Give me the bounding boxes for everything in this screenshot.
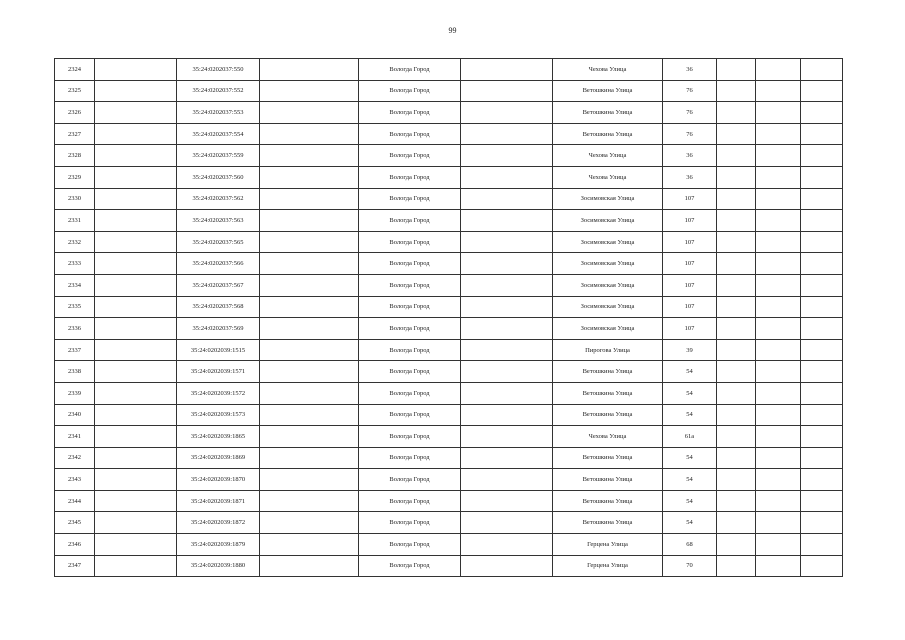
empty-cell <box>756 274 801 296</box>
house-number-cell: 107 <box>663 318 717 340</box>
empty-cell <box>717 534 756 556</box>
street-cell: Ветошкина Улица <box>553 123 663 145</box>
city-cell: Вологда Город <box>359 339 461 361</box>
empty-cell <box>260 404 359 426</box>
cadastral-number-cell: 35:24:0202039:1870 <box>177 469 260 491</box>
street-cell: Ветошкина Улица <box>553 382 663 404</box>
cadastral-number-cell: 35:24:0202037:569 <box>177 318 260 340</box>
empty-cell <box>756 361 801 383</box>
empty-cell <box>801 145 843 167</box>
cadastral-number-cell: 35:24:0202039:1515 <box>177 339 260 361</box>
table-row <box>55 361 843 383</box>
empty-cell <box>260 318 359 340</box>
street-cell: Ветошкина Улица <box>553 80 663 102</box>
empty-cell <box>95 361 177 383</box>
house-number-cell: 107 <box>663 253 717 275</box>
house-number-cell: 39 <box>663 339 717 361</box>
empty-cell <box>756 296 801 318</box>
cadastral-number-cell: 35:24:0202037:565 <box>177 231 260 253</box>
empty-cell <box>95 188 177 210</box>
row-number-cell: 2330 <box>55 188 95 210</box>
empty-cell <box>801 231 843 253</box>
empty-cell <box>801 59 843 81</box>
city-cell: Вологда Город <box>359 490 461 512</box>
empty-cell <box>260 361 359 383</box>
empty-cell <box>260 231 359 253</box>
empty-cell <box>461 166 553 188</box>
row-number-cell: 2325 <box>55 80 95 102</box>
empty-cell <box>801 274 843 296</box>
empty-cell <box>717 512 756 534</box>
empty-cell <box>756 404 801 426</box>
cadastral-number-cell: 35:24:0202037:550 <box>177 59 260 81</box>
empty-cell <box>717 166 756 188</box>
empty-cell <box>260 80 359 102</box>
empty-cell <box>717 339 756 361</box>
empty-cell <box>260 534 359 556</box>
row-number-cell: 2328 <box>55 145 95 167</box>
empty-cell <box>717 469 756 491</box>
house-number-cell: 76 <box>663 123 717 145</box>
empty-cell <box>801 296 843 318</box>
row-number-cell: 2331 <box>55 210 95 232</box>
table-row <box>55 318 843 340</box>
city-cell: Вологда Город <box>359 534 461 556</box>
street-cell: Ветошкина Улица <box>553 361 663 383</box>
empty-cell <box>756 318 801 340</box>
empty-cell <box>461 253 553 275</box>
empty-cell <box>95 123 177 145</box>
empty-cell <box>260 210 359 232</box>
empty-cell <box>260 296 359 318</box>
city-cell: Вологда Город <box>359 447 461 469</box>
city-cell: Вологда Город <box>359 274 461 296</box>
empty-cell <box>801 404 843 426</box>
empty-cell <box>461 145 553 167</box>
table-row <box>55 555 843 577</box>
cadastral-number-cell: 35:24:0202037:567 <box>177 274 260 296</box>
empty-cell <box>717 145 756 167</box>
row-number-cell: 2337 <box>55 339 95 361</box>
row-number-cell: 2342 <box>55 447 95 469</box>
table-row <box>55 188 843 210</box>
empty-cell <box>260 59 359 81</box>
table-row <box>55 253 843 275</box>
empty-cell <box>461 274 553 296</box>
empty-cell <box>95 166 177 188</box>
empty-cell <box>756 188 801 210</box>
empty-cell <box>461 534 553 556</box>
empty-cell <box>95 490 177 512</box>
empty-cell <box>756 145 801 167</box>
house-number-cell: 107 <box>663 231 717 253</box>
empty-cell <box>801 253 843 275</box>
cadastral-number-cell: 35:24:0202037:563 <box>177 210 260 232</box>
house-number-cell: 54 <box>663 382 717 404</box>
street-cell: Ветошкина Улица <box>553 490 663 512</box>
table-row <box>55 447 843 469</box>
cadastral-number-cell: 35:24:0202039:1572 <box>177 382 260 404</box>
empty-cell <box>260 166 359 188</box>
table-row <box>55 210 843 232</box>
empty-cell <box>260 339 359 361</box>
row-number-cell: 2324 <box>55 59 95 81</box>
row-number-cell: 2345 <box>55 512 95 534</box>
empty-cell <box>756 339 801 361</box>
empty-cell <box>260 426 359 448</box>
street-cell: Зосимовская Улица <box>553 188 663 210</box>
cadastral-number-cell: 35:24:0202039:1571 <box>177 361 260 383</box>
empty-cell <box>756 512 801 534</box>
empty-cell <box>801 80 843 102</box>
street-cell: Зосимовская Улица <box>553 231 663 253</box>
cadastral-number-cell: 35:24:0202039:1880 <box>177 555 260 577</box>
empty-cell <box>801 123 843 145</box>
city-cell: Вологда Город <box>359 231 461 253</box>
empty-cell <box>717 123 756 145</box>
empty-cell <box>801 447 843 469</box>
house-number-cell: 70 <box>663 555 717 577</box>
city-cell: Вологда Город <box>359 361 461 383</box>
row-number-cell: 2333 <box>55 253 95 275</box>
empty-cell <box>260 447 359 469</box>
empty-cell <box>260 188 359 210</box>
city-cell: Вологда Город <box>359 59 461 81</box>
row-number-cell: 2340 <box>55 404 95 426</box>
row-number-cell: 2327 <box>55 123 95 145</box>
empty-cell <box>95 447 177 469</box>
table-row <box>55 404 843 426</box>
empty-cell <box>756 490 801 512</box>
house-number-cell: 107 <box>663 296 717 318</box>
page-number: 99 <box>448 26 457 35</box>
city-cell: Вологда Город <box>359 102 461 124</box>
empty-cell <box>756 102 801 124</box>
empty-cell <box>95 512 177 534</box>
house-number-cell: 61а <box>663 426 717 448</box>
empty-cell <box>260 145 359 167</box>
empty-cell <box>801 490 843 512</box>
empty-cell <box>461 447 553 469</box>
cadastral-number-cell: 35:24:0202039:1872 <box>177 512 260 534</box>
street-cell: Чехова Улица <box>553 145 663 167</box>
empty-cell <box>95 145 177 167</box>
empty-cell <box>461 296 553 318</box>
house-number-cell: 36 <box>663 166 717 188</box>
empty-cell <box>260 382 359 404</box>
house-number-cell: 68 <box>663 534 717 556</box>
empty-cell <box>756 447 801 469</box>
street-cell: Чехова Улица <box>553 59 663 81</box>
street-cell: Зосимовская Улица <box>553 274 663 296</box>
city-cell: Вологда Город <box>359 296 461 318</box>
empty-cell <box>756 166 801 188</box>
empty-cell <box>461 59 553 81</box>
street-cell: Зосимовская Улица <box>553 253 663 275</box>
empty-cell <box>756 555 801 577</box>
house-number-cell: 54 <box>663 512 717 534</box>
empty-cell <box>801 102 843 124</box>
empty-cell <box>756 123 801 145</box>
cadastral-number-cell: 35:24:0202039:1879 <box>177 534 260 556</box>
table-row <box>55 80 843 102</box>
empty-cell <box>756 253 801 275</box>
street-cell: Чехова Улица <box>553 166 663 188</box>
house-number-cell: 54 <box>663 490 717 512</box>
empty-cell <box>461 404 553 426</box>
city-cell: Вологда Город <box>359 210 461 232</box>
street-cell: Ветошкина Улица <box>553 404 663 426</box>
cadastral-number-cell: 35:24:0202039:1573 <box>177 404 260 426</box>
house-number-cell: 107 <box>663 188 717 210</box>
cadastral-number-cell: 35:24:0202037:553 <box>177 102 260 124</box>
empty-cell <box>717 361 756 383</box>
house-number-cell: 107 <box>663 210 717 232</box>
empty-cell <box>756 210 801 232</box>
street-cell: Пирогова Улица <box>553 339 663 361</box>
cadastral-number-cell: 35:24:0202037:552 <box>177 80 260 102</box>
empty-cell <box>717 253 756 275</box>
empty-cell <box>260 102 359 124</box>
empty-cell <box>756 469 801 491</box>
empty-cell <box>260 274 359 296</box>
row-number-cell: 2338 <box>55 361 95 383</box>
street-cell: Ветошкина Улица <box>553 512 663 534</box>
empty-cell <box>801 469 843 491</box>
city-cell: Вологда Город <box>359 404 461 426</box>
empty-cell <box>95 59 177 81</box>
house-number-cell: 76 <box>663 102 717 124</box>
city-cell: Вологда Город <box>359 469 461 491</box>
street-cell: Зосимовская Улица <box>553 210 663 232</box>
table-row <box>55 512 843 534</box>
empty-cell <box>717 102 756 124</box>
empty-cell <box>95 296 177 318</box>
street-cell: Ветошкина Улица <box>553 447 663 469</box>
empty-cell <box>95 534 177 556</box>
street-cell: Герцена Улица <box>553 534 663 556</box>
empty-cell <box>717 231 756 253</box>
empty-cell <box>461 318 553 340</box>
cadastral-number-cell: 35:24:0202039:1871 <box>177 490 260 512</box>
city-cell: Вологда Город <box>359 123 461 145</box>
empty-cell <box>717 490 756 512</box>
registry-table <box>54 58 843 577</box>
row-number-cell: 2334 <box>55 274 95 296</box>
street-cell: Зосимовская Улица <box>553 318 663 340</box>
table-row <box>55 469 843 491</box>
empty-cell <box>95 231 177 253</box>
empty-cell <box>717 296 756 318</box>
empty-cell <box>717 447 756 469</box>
empty-cell <box>756 382 801 404</box>
city-cell: Вологда Город <box>359 145 461 167</box>
table-row <box>55 339 843 361</box>
row-number-cell: 2344 <box>55 490 95 512</box>
street-cell: Чехова Улица <box>553 426 663 448</box>
empty-cell <box>461 382 553 404</box>
empty-cell <box>260 490 359 512</box>
empty-cell <box>260 555 359 577</box>
empty-cell <box>801 318 843 340</box>
table-row <box>55 145 843 167</box>
empty-cell <box>756 80 801 102</box>
table-row <box>55 166 843 188</box>
table-row <box>55 296 843 318</box>
empty-cell <box>717 274 756 296</box>
empty-cell <box>95 339 177 361</box>
table-row <box>55 490 843 512</box>
empty-cell <box>95 404 177 426</box>
table-row <box>55 382 843 404</box>
empty-cell <box>260 123 359 145</box>
empty-cell <box>461 512 553 534</box>
empty-cell <box>461 490 553 512</box>
empty-cell <box>756 534 801 556</box>
empty-cell <box>756 231 801 253</box>
street-cell: Ветошкина Улица <box>553 469 663 491</box>
city-cell: Вологда Город <box>359 80 461 102</box>
empty-cell <box>801 382 843 404</box>
cadastral-number-cell: 35:24:0202037:559 <box>177 145 260 167</box>
table-row <box>55 534 843 556</box>
empty-cell <box>717 404 756 426</box>
empty-cell <box>461 188 553 210</box>
table-row <box>55 231 843 253</box>
row-number-cell: 2341 <box>55 426 95 448</box>
house-number-cell: 54 <box>663 404 717 426</box>
empty-cell <box>717 555 756 577</box>
cadastral-number-cell: 35:24:0202037:568 <box>177 296 260 318</box>
cadastral-number-cell: 35:24:0202039:1865 <box>177 426 260 448</box>
table-row <box>55 59 843 81</box>
row-number-cell: 2347 <box>55 555 95 577</box>
street-cell: Ветошкина Улица <box>553 102 663 124</box>
house-number-cell: 107 <box>663 274 717 296</box>
empty-cell <box>801 210 843 232</box>
street-cell: Зосимовская Улица <box>553 296 663 318</box>
city-cell: Вологда Город <box>359 512 461 534</box>
cadastral-number-cell: 35:24:0202037:562 <box>177 188 260 210</box>
city-cell: Вологда Город <box>359 382 461 404</box>
empty-cell <box>260 512 359 534</box>
cadastral-number-cell: 35:24:0202037:566 <box>177 253 260 275</box>
house-number-cell: 54 <box>663 469 717 491</box>
empty-cell <box>801 426 843 448</box>
empty-cell <box>95 469 177 491</box>
empty-cell <box>461 80 553 102</box>
empty-cell <box>801 534 843 556</box>
empty-cell <box>461 102 553 124</box>
table-row <box>55 426 843 448</box>
row-number-cell: 2326 <box>55 102 95 124</box>
table-row <box>55 123 843 145</box>
empty-cell <box>717 59 756 81</box>
row-number-cell: 2336 <box>55 318 95 340</box>
empty-cell <box>801 339 843 361</box>
table-row <box>55 274 843 296</box>
empty-cell <box>95 253 177 275</box>
house-number-cell: 36 <box>663 145 717 167</box>
empty-cell <box>95 555 177 577</box>
city-cell: Вологда Город <box>359 253 461 275</box>
empty-cell <box>717 80 756 102</box>
empty-cell <box>95 426 177 448</box>
empty-cell <box>95 102 177 124</box>
row-number-cell: 2329 <box>55 166 95 188</box>
cadastral-number-cell: 35:24:0202037:560 <box>177 166 260 188</box>
empty-cell <box>95 274 177 296</box>
city-cell: Вологда Город <box>359 188 461 210</box>
cadastral-number-cell: 35:24:0202037:554 <box>177 123 260 145</box>
row-number-cell: 2332 <box>55 231 95 253</box>
empty-cell <box>461 123 553 145</box>
empty-cell <box>461 210 553 232</box>
cadastral-number-cell: 35:24:0202039:1869 <box>177 447 260 469</box>
empty-cell <box>260 469 359 491</box>
empty-cell <box>801 555 843 577</box>
empty-cell <box>461 339 553 361</box>
empty-cell <box>717 382 756 404</box>
row-number-cell: 2343 <box>55 469 95 491</box>
empty-cell <box>95 318 177 340</box>
city-cell: Вологда Город <box>359 555 461 577</box>
empty-cell <box>801 361 843 383</box>
empty-cell <box>461 469 553 491</box>
empty-cell <box>717 210 756 232</box>
empty-cell <box>717 318 756 340</box>
empty-cell <box>95 382 177 404</box>
empty-cell <box>717 426 756 448</box>
empty-cell <box>801 188 843 210</box>
city-cell: Вологда Город <box>359 318 461 340</box>
empty-cell <box>717 188 756 210</box>
empty-cell <box>461 426 553 448</box>
empty-cell <box>756 426 801 448</box>
empty-cell <box>756 59 801 81</box>
row-number-cell: 2339 <box>55 382 95 404</box>
empty-cell <box>801 166 843 188</box>
empty-cell <box>95 80 177 102</box>
house-number-cell: 54 <box>663 447 717 469</box>
empty-cell <box>260 253 359 275</box>
table-row <box>55 102 843 124</box>
city-cell: Вологда Город <box>359 426 461 448</box>
empty-cell <box>461 361 553 383</box>
house-number-cell: 54 <box>663 361 717 383</box>
empty-cell <box>461 555 553 577</box>
row-number-cell: 2335 <box>55 296 95 318</box>
street-cell: Герцена Улица <box>553 555 663 577</box>
empty-cell <box>461 231 553 253</box>
house-number-cell: 76 <box>663 80 717 102</box>
house-number-cell: 36 <box>663 59 717 81</box>
city-cell: Вологда Город <box>359 166 461 188</box>
empty-cell <box>95 210 177 232</box>
empty-cell <box>801 512 843 534</box>
row-number-cell: 2346 <box>55 534 95 556</box>
